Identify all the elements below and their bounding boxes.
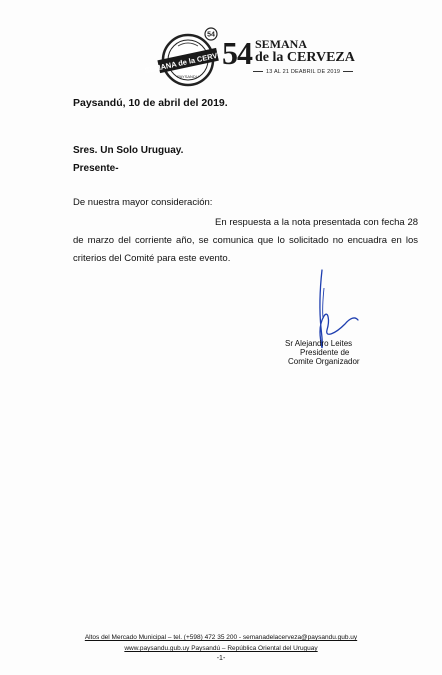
footer-address: Altos del Mercado Municipal – tel. (+598) 472 35 200 - semanadelacerveza@paysandu.gub.uy xyxy=(84,634,358,641)
logo-dates: 13 AL 21 DEABRIL DE 2019 xyxy=(250,69,356,75)
signer-name: Sr Alejandro Leites xyxy=(285,339,353,348)
letter-body xyxy=(73,214,418,268)
logo-word-semana: SEMANA xyxy=(255,37,308,51)
logo-number: 54 xyxy=(222,35,252,71)
letter-presente: Presente- xyxy=(73,163,119,174)
beer-badge-icon xyxy=(143,24,233,94)
svg-text:SEMANA de la CERVEZA: SEMANA de la CERVEZA xyxy=(143,47,233,76)
letter-date: Paysandú, 10 de abril del 2019. xyxy=(73,97,228,109)
letter-body-rest: 28 de marzo del corriente año, se comunica que lo solicitado no encuadra en los criterios del Comité para este evento. xyxy=(73,217,419,264)
page-number: -1- xyxy=(216,655,226,662)
letter-salutation: De nuestra mayor consideración: xyxy=(73,197,213,208)
footer-website: www.paysandu.gub.uy Paysandú – República Oriental del Uruguay xyxy=(124,645,318,652)
letter-body-first: En respuesta a la nota presentada con fecha xyxy=(215,217,405,228)
signer-title-2: Comite Organizador xyxy=(288,357,360,366)
svg-text:PAYSANDU: PAYSANDU xyxy=(177,74,199,79)
svg-text:54: 54 xyxy=(207,31,215,39)
semana-cerveza-logo xyxy=(143,24,360,94)
logo-word-cerveza: de la CERVEZA xyxy=(255,50,355,65)
letter-recipient: Sres. Un Solo Uruguay. xyxy=(73,145,184,156)
signer-title-1: Presidente de xyxy=(300,348,350,357)
